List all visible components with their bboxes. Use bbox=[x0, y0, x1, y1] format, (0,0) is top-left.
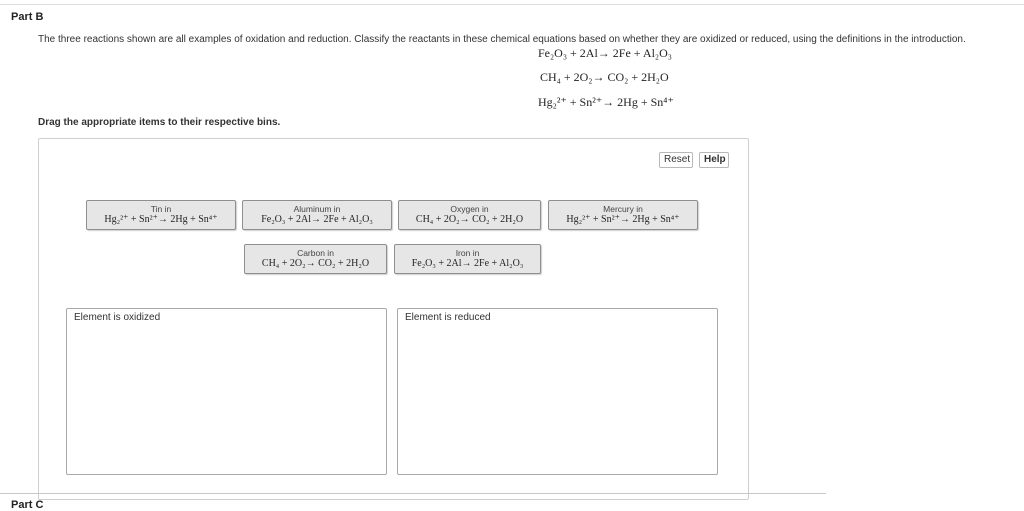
question-text: The three reactions shown are all examples of oxidation and reduction. Classify the reactants in these chemical equations based on whether they are oxidized or reduced, using the definitions in the introduction. bbox=[38, 34, 966, 45]
next-part-title[interactable]: Part C bbox=[11, 499, 44, 511]
tile-formula: CH₄ + 2O₂→ CO₂ + 2H₂O bbox=[415, 214, 524, 225]
tile-carbon[interactable] bbox=[244, 244, 387, 274]
top-divider bbox=[0, 4, 1024, 5]
bottom-divider bbox=[0, 493, 826, 494]
tile-label: Oxygen in bbox=[450, 204, 489, 214]
tile-formula: Fe₂O₃ + 2Al→ 2Fe + Al₂O₃ bbox=[411, 258, 524, 269]
equation-3: Hg₂²⁺ + Sn²⁺→ 2Hg + Sn⁴⁺ bbox=[538, 95, 674, 109]
tile-label: Tin in bbox=[150, 204, 172, 214]
tile-label: Iron in bbox=[455, 248, 480, 258]
tile-label: Mercury in bbox=[603, 204, 643, 214]
tile-label: Carbon in bbox=[297, 248, 334, 258]
part-title: Part B bbox=[11, 11, 44, 23]
tile-formula: Hg₂²⁺ + Sn²⁺→ 2Hg + Sn⁴⁺ bbox=[566, 214, 680, 225]
tile-tin[interactable] bbox=[86, 200, 236, 230]
bin-reduced-label: Element is reduced bbox=[405, 312, 491, 323]
help-button[interactable]: Help bbox=[699, 152, 729, 168]
equation-2: CH₄ + 2O₂→ CO₂ + 2H₂O bbox=[540, 70, 669, 84]
bin-oxidized-label: Element is oxidized bbox=[74, 312, 161, 323]
tile-formula: Hg₂²⁺ + Sn²⁺→ 2Hg + Sn⁴⁺ bbox=[104, 214, 218, 225]
tile-iron[interactable] bbox=[394, 244, 541, 274]
reset-button[interactable]: Reset bbox=[659, 152, 693, 168]
tile-oxygen[interactable] bbox=[398, 200, 541, 230]
bin-reduced[interactable] bbox=[397, 308, 718, 475]
tile-label: Aluminum in bbox=[293, 204, 341, 214]
tile-aluminum[interactable] bbox=[242, 200, 392, 230]
tile-formula: Fe₂O₃ + 2Al→ 2Fe + Al₂O₃ bbox=[261, 214, 373, 225]
tile-formula: CH₄ + 2O₂→ CO₂ + 2H₂O bbox=[261, 258, 370, 269]
instruction-text: Drag the appropriate items to their respective bins. bbox=[38, 117, 281, 128]
equation-1: Fe₂O₃ + 2Al→ 2Fe + Al₂O₃ bbox=[538, 46, 672, 60]
bin-oxidized[interactable] bbox=[66, 308, 387, 475]
tile-mercury[interactable] bbox=[548, 200, 698, 230]
